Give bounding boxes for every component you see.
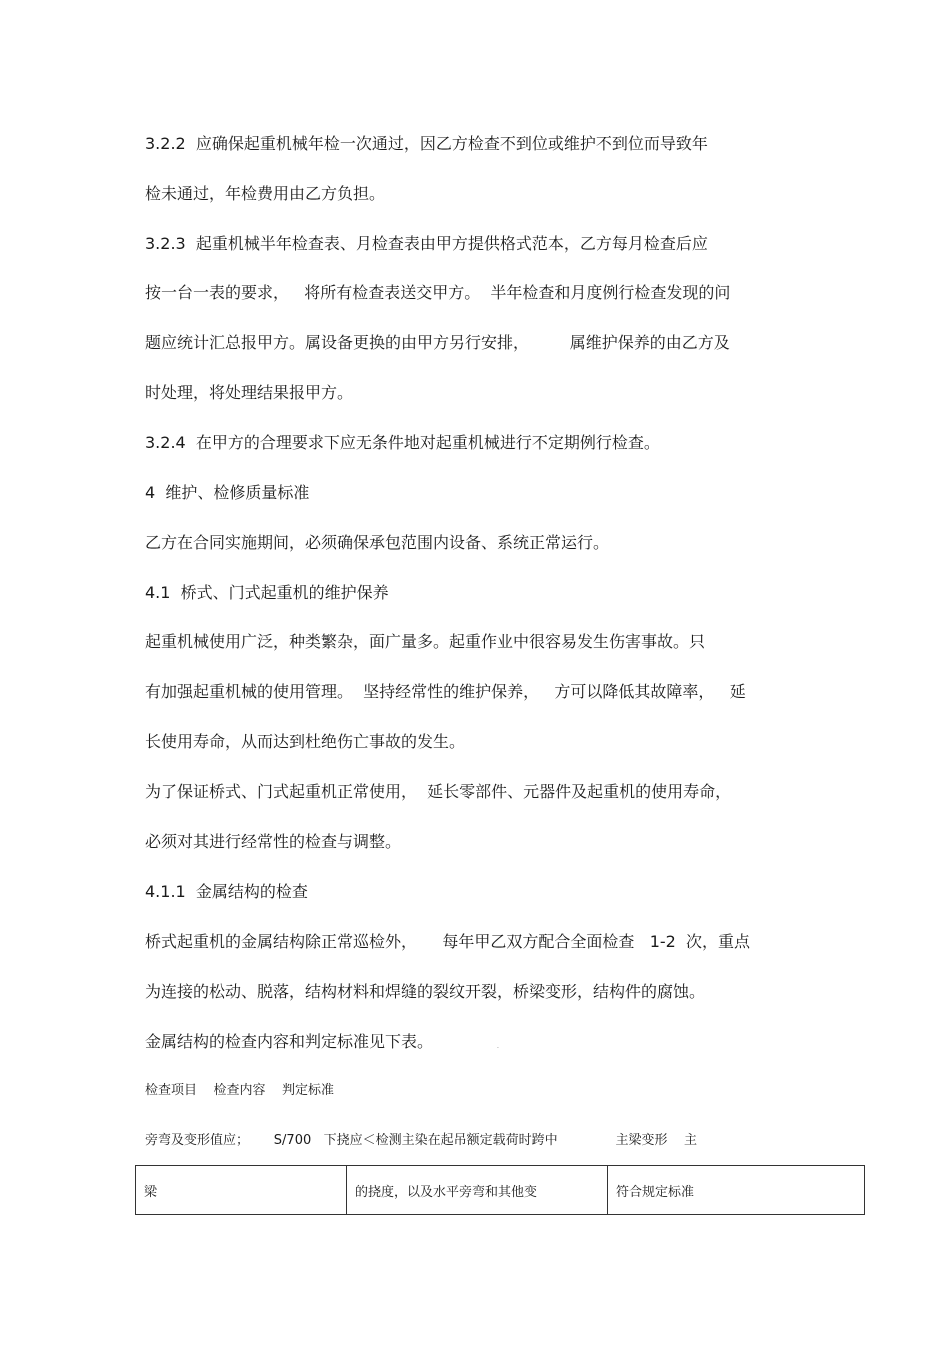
text-line: 长使用寿命，从而达到杜绝伤亡事故的发生。 [145,732,466,751]
text-line: 检未通过，年检费用由乙方负担。 [145,184,386,203]
text-line: 时处理，将处理结果报甲方。 [145,383,354,402]
table-header: 检查项目 检查内容 判定标准 [145,1083,335,1098]
text-line: 为连接的松动、脱落，结构材料和焊缝的裂纹开裂，桥梁变形，结构件的腐蚀。 [145,982,706,1001]
table-cell: 符合规定标准 [608,1166,865,1215]
text-line: 3.2.2 应确保起重机械年检一次通过，因乙方检查不到位或维护不到位而导致年 [145,134,708,153]
table-row [136,1166,865,1215]
text-line: 桥式起重机的金属结构除正常巡检外， 每年甲乙双方配合全面检查 1-2 次，重点 [145,932,750,951]
table-cell: 的挠度，以及水平旁弯和其他变 [347,1166,608,1215]
text-line: 必须对其进行经常性的检查与调整。 [145,832,402,851]
inspection-table [135,1165,865,1215]
stray-dot: . [497,1043,499,1050]
section-heading: 4.1 桥式、门式起重机的维护保养 [145,583,389,602]
table-pre-row: 旁弯及变形值应； S/700 下挠应＜检测主染在起吊额定载荷时跨中 主梁变形 主 [145,1133,698,1148]
section-heading: 4.1.1 金属结构的检查 [145,882,308,901]
text-line: 金属结构的检查内容和判定标准见下表。 [145,1032,434,1051]
text-line: 有加强起重机械的使用管理。 坚持经常性的维护保养， 方可以降低其故障率， 延 [145,682,746,701]
text-line: 起重机械使用广泛，种类繁杂，面广量多。起重作业中很容易发生伤害事故。只 [145,632,706,651]
text-line: 3.2.4 在甲方的合理要求下应无条件地对起重机械进行不定期例行检查。 [145,433,660,452]
text-line: 3.2.3 起重机械半年检查表、月检查表由甲方提供格式范本，乙方每月检查后应 [145,234,708,253]
section-heading: 4 维护、检修质量标准 [145,483,310,502]
text-line: 乙方在合同实施期间，必须确保承包范围内设备、系统正常运行。 [145,533,610,552]
text-line: 按一台一表的要求， 将所有检查表送交甲方。 半年检查和月度例行检查发现的问 [145,283,731,302]
table-cell: 梁 [136,1166,347,1215]
text-line: 题应统计汇总报甲方。属设备更换的由甲方另行安排， 属维护保养的由乙方及 [145,333,730,352]
text-line: 为了保证桥式、门式起重机正常使用， 延长零部件、元器件及起重机的使用寿命， [145,782,732,801]
